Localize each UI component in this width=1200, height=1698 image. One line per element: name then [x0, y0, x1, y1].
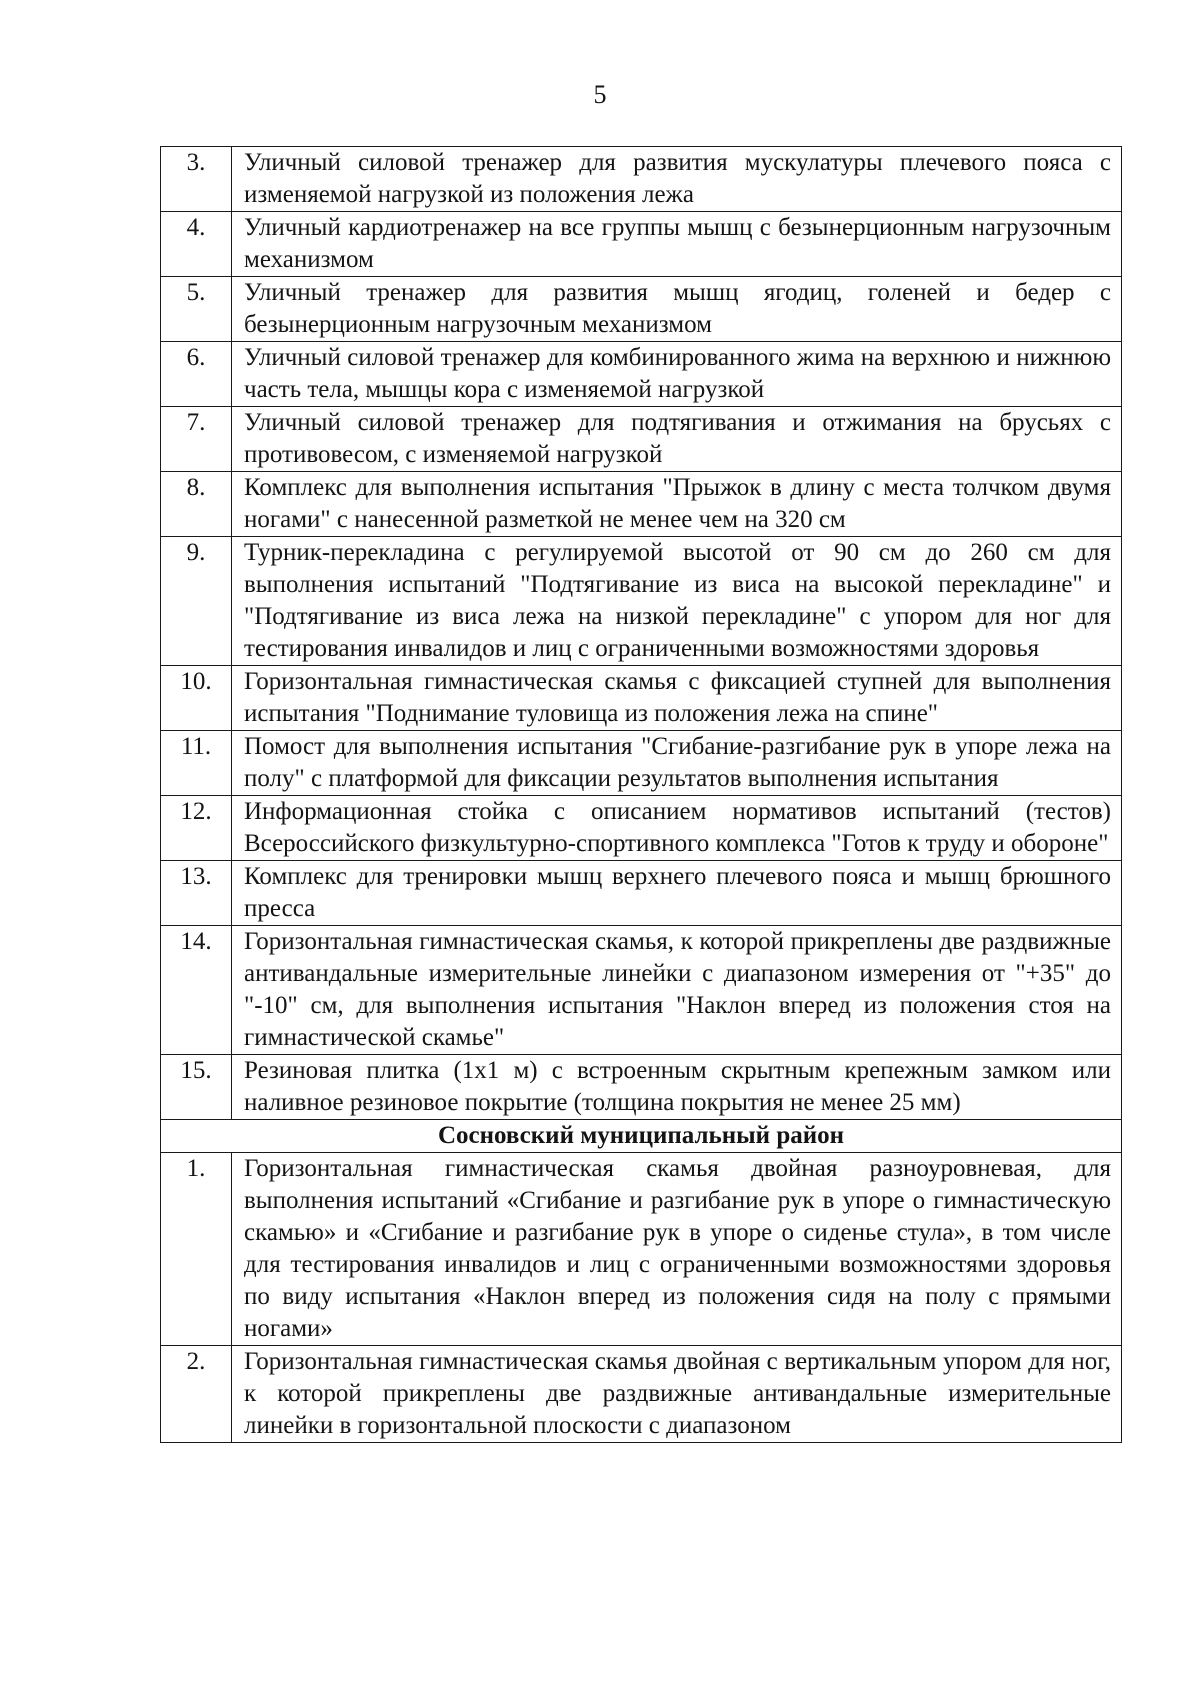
row-description: Уличный силовой тренажер для развития мускулатуры плечевого пояса с изменяемой нагрузкой из положения лежа: [232, 147, 1122, 212]
table-row: [161, 407, 1122, 472]
table-row: [161, 537, 1122, 666]
row-number: 10.: [161, 666, 232, 731]
table-row: [161, 342, 1122, 407]
row-number: 3.: [161, 147, 232, 212]
page-number: 5: [593, 80, 607, 109]
table-row: [161, 277, 1122, 342]
row-description: Горизонтальная гимнастическая скамья, к которой прикреплены две раздвижные антивандальные измерительные линейки с диапазоном измерения от "+35" до "-10" см, для выполнения испытания "Наклон вперед из положения стоя на гимнастической скамье": [232, 926, 1122, 1055]
row-description: Горизонтальная гимнастическая скамья с фиксацией ступней для выполнения испытания "Поднимание туловища из положения лежа на спине": [232, 666, 1122, 731]
row-number: 6.: [161, 342, 232, 407]
table-row: [161, 1153, 1122, 1346]
row-number: 2.: [161, 1346, 232, 1443]
table-row: [161, 666, 1122, 731]
row-description: Уличный силовой тренажер для комбинированного жима на верхнюю и нижнюю часть тела, мышцы кора с изменяемой нагрузкой: [232, 342, 1122, 407]
table-row: [161, 212, 1122, 277]
equipment-table: [160, 146, 1122, 1443]
table-row: [161, 796, 1122, 861]
equipment-table-body: [161, 147, 1122, 1443]
row-description: Уличный силовой тренажер для подтягивания и отжимания на брусьях с противовесом, с изменяемой нагрузкой: [232, 407, 1122, 472]
row-number: 8.: [161, 472, 232, 537]
row-number: 9.: [161, 537, 232, 666]
row-description: Уличный кардиотренажер на все группы мышц с безынерционным нагрузочным механизмом: [232, 212, 1122, 277]
row-number: 5.: [161, 277, 232, 342]
table-row: [161, 1055, 1122, 1120]
section-title: Сосновский муниципальный район: [161, 1120, 1122, 1153]
table-row: [161, 147, 1122, 212]
row-description: Горизонтальная гимнастическая скамья двойная разноуровневая, для выполнения испытаний «Сгибание и разгибание рук в упоре о гимнастическую скамью» и «Сгибание и разгибание рук в упоре о сиденье стула», в том числе для тестирования инвалидов и лиц с ограниченными возможностями здоровья по виду испытания «Наклон вперед из положения сидя на полу с прямыми ногами»: [232, 1153, 1122, 1346]
row-number: 14.: [161, 926, 232, 1055]
row-description: Турник-перекладина с регулируемой высотой от 90 см до 260 см для выполнения испытаний "Подтягивание из виса на высокой перекладине" и "Подтягивание из виса лежа на низкой перекладине" с упором для ног для тестирования инвалидов и лиц с ограниченными возможностями здоровья: [232, 537, 1122, 666]
row-description: Уличный тренажер для развития мышц ягодиц, голеней и бедер с безынерционным нагрузочным механизмом: [232, 277, 1122, 342]
row-number: 7.: [161, 407, 232, 472]
row-description: Горизонтальная гимнастическая скамья двойная с вертикальным упором для ног, к которой прикреплены две раздвижные антивандальные измерительные линейки в горизонтальной плоскости с диапазоном: [232, 1346, 1122, 1443]
row-description: Информационная стойка с описанием нормативов испытаний (тестов) Всероссийского физкультурно-спортивного комплекса "Готов к труду и обороне": [232, 796, 1122, 861]
table-row: [161, 731, 1122, 796]
row-number: 1.: [161, 1153, 232, 1346]
row-number: 13.: [161, 861, 232, 926]
row-description: Помост для выполнения испытания "Сгибание-разгибание рук в упоре лежа на полу" с платформой для фиксации результатов выполнения испытания: [232, 731, 1122, 796]
table-row: [161, 926, 1122, 1055]
row-number: 12.: [161, 796, 232, 861]
row-number: 4.: [161, 212, 232, 277]
row-number: 11.: [161, 731, 232, 796]
row-description: Комплекс для выполнения испытания "Прыжок в длину с места толчком двумя ногами" с нанесенной разметкой не менее чем на 320 см: [232, 472, 1122, 537]
table-row: [161, 1346, 1122, 1443]
table-row: [161, 861, 1122, 926]
row-description: Резиновая плитка (1х1 м) с встроенным скрытным крепежным замком или наливное резиновое покрытие (толщина покрытия не менее 25 мм): [232, 1055, 1122, 1120]
row-description: Комплекс для тренировки мышц верхнего плечевого пояса и мышц брюшного пресса: [232, 861, 1122, 926]
section-header-row: [161, 1120, 1122, 1153]
table-row: [161, 472, 1122, 537]
row-number: 15.: [161, 1055, 232, 1120]
